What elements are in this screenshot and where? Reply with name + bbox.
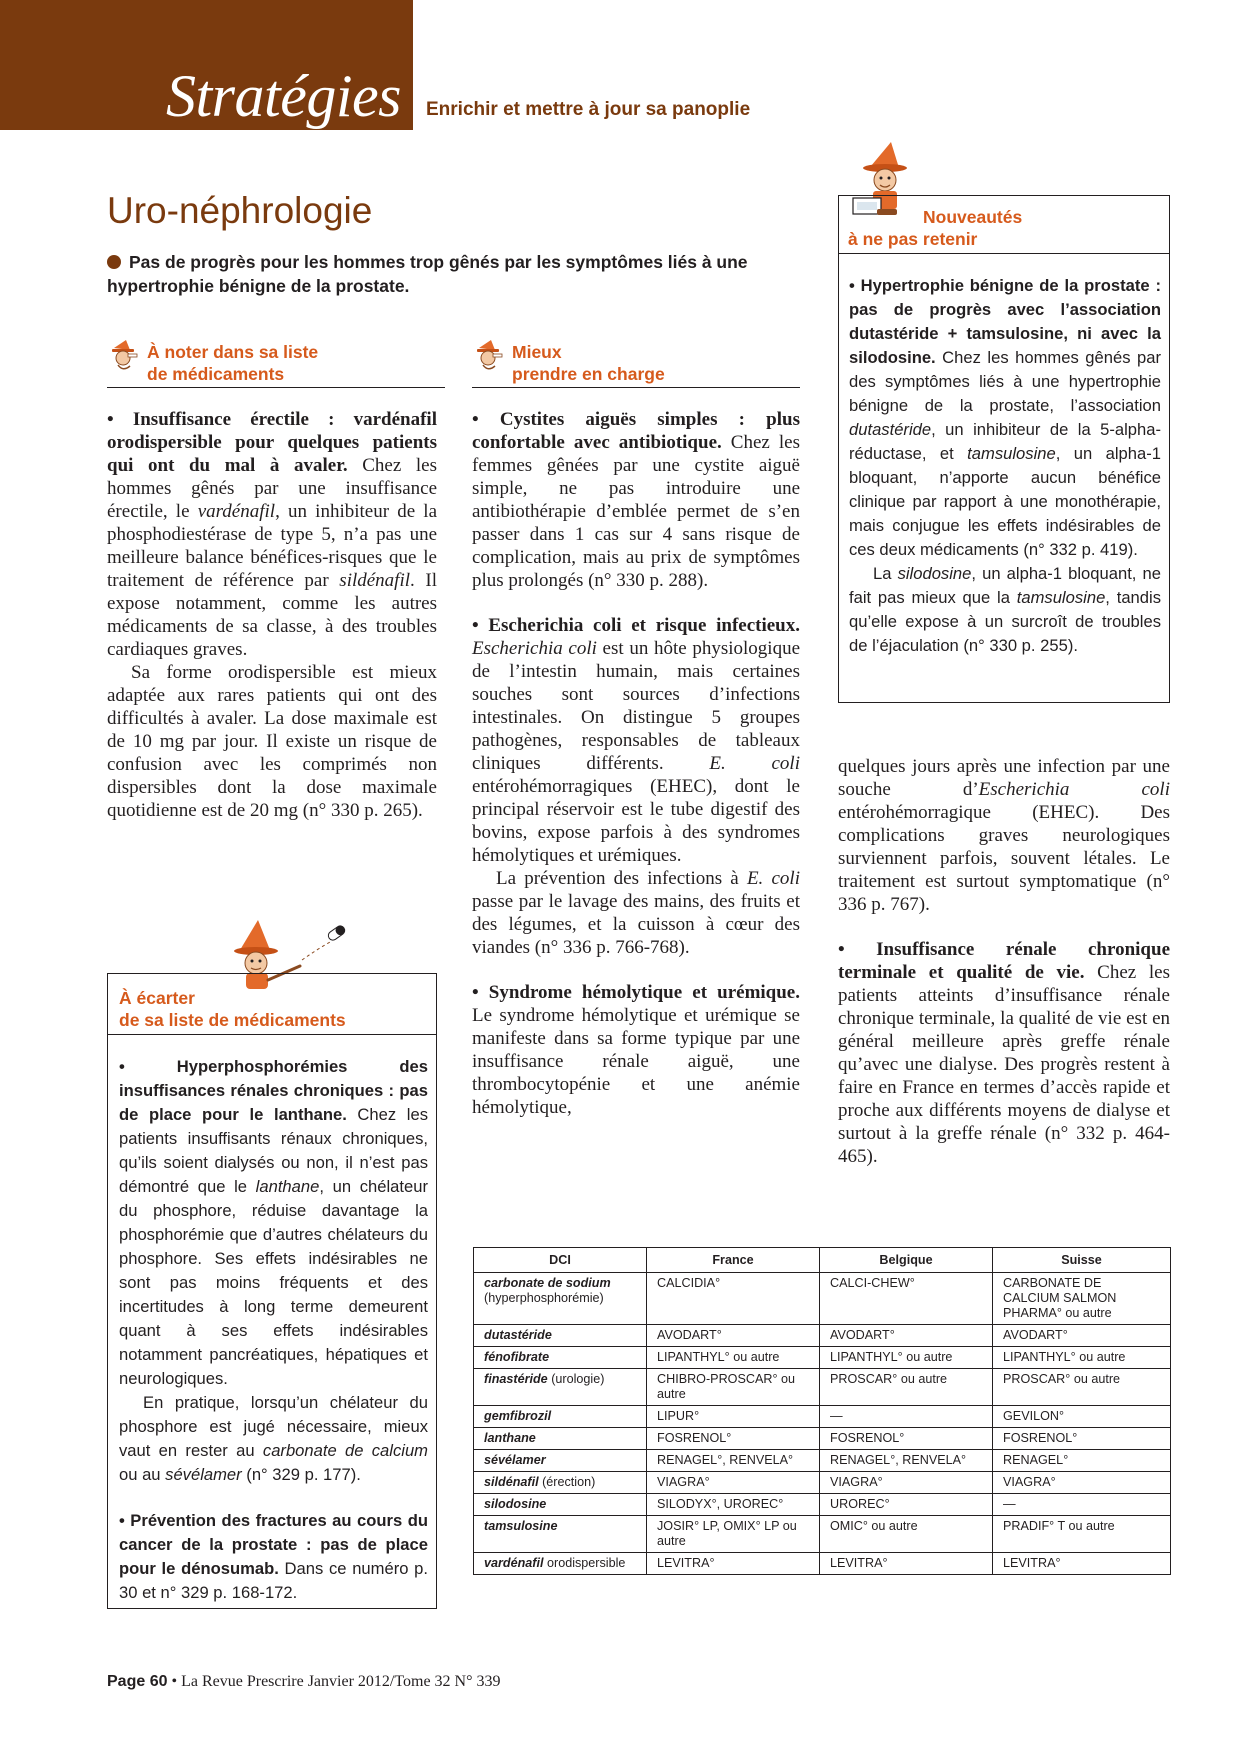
box-head-nouveautes: Nouveautés à ne pas retenir	[848, 207, 1023, 249]
table-header-cell: Suisse	[993, 1248, 1171, 1273]
brand-cell-belgique: UROREC°	[820, 1494, 993, 1516]
section-lead: Pas de progrès pour les hommes trop gênés par les symptômes liés à une hypertrophie bénigne de la prostate.	[107, 252, 748, 296]
dci-name: fénofibrate	[484, 1350, 550, 1364]
brand-cell-suisse: RENAGEL°	[993, 1450, 1171, 1472]
dci-name: finastéride	[484, 1372, 548, 1386]
paragraph: Sa forme orodispersible est mieux adaptée aux rares patients qui ont des difficultés à avaler. La dose maximale est de 10 mg par jour. Il existe un risque de confusion avec les comprimés non dispersibles dont la dose maximale quotidienne est de 20 mg (n° 330 p. 265).	[107, 662, 437, 821]
paragraph: • Hypertrophie bénigne de la prostate : pas de progrès avec l’association dutastéride + tamsulosine, ni avec la silodosine. Chez les hommes gênés par des symptômes liés à une hypertrophie bénigne de la prostate, l’association dutastéride, un inhibiteur de la 5-alpha-réductase, et tamsulosine, un alpha-1 bloquant, n’apporte aucun bénéfice clinique par rapport à une monothérapie, mais conjugue les effets indésirables de ces deux médicaments (n° 332 p. 419).	[849, 276, 1161, 559]
dci-name: sévélamer	[484, 1453, 546, 1467]
brand-cell-france: CHIBRO-PROSCAR° ou autre	[647, 1369, 820, 1406]
table-header-cell: DCI	[474, 1248, 647, 1273]
brand-cell-belgique: VIAGRA°	[820, 1472, 993, 1494]
brand-cell-belgique: OMIC° ou autre	[820, 1516, 993, 1553]
brand-cell-belgique: AVODART°	[820, 1325, 993, 1347]
paragraph: La silodosine, un alpha-1 bloquant, ne fait pas mieux que la tamsulosine, tandis qu’elle expose à un surcroît de troubles de l’éjaculation (n° 330 p. 255).	[849, 564, 1161, 655]
dci-name: tamsulosine	[484, 1519, 558, 1533]
box-head-mieux: Mieux prendre en charge	[512, 342, 665, 384]
rule-ecarter	[107, 1034, 437, 1035]
paragraph: • Syndrome hémolytique et urémique. Le syndrome hémolytique et urémique se manifeste dans sa forme typique par une insuffisance rénale aiguë, une thrombocytopénie et une anémie hémolytique,	[472, 982, 800, 1118]
table-body	[474, 1273, 1171, 1575]
dci-cell	[474, 1406, 647, 1428]
table-row	[474, 1553, 1171, 1575]
brand-cell-france: LIPANTHYL° ou autre	[647, 1347, 820, 1369]
dci-note: (érection)	[538, 1475, 596, 1489]
brand-cell-france: FOSRENOL°	[647, 1428, 820, 1450]
brand-cell-france: CALCIDIA°	[647, 1273, 820, 1325]
box-head-noter: À noter dans sa liste de médicaments	[147, 342, 319, 384]
brand-cell-suisse: PROSCAR° ou autre	[993, 1369, 1171, 1406]
table-row	[474, 1406, 1171, 1428]
mascot-small-icon	[473, 338, 503, 374]
paragraph: • Insuffisance érectile : vardénafil orodispersible pour quelques patients qui ont du mal à avaler. Chez les hommes gênés par une insuffisance érectile, le vardénafil, un inhibiteur de la phosphodiestérase de type 5, n’a pas une meilleure balance bénéfices-risques que le traitement de référence par sildénafil. Il expose notamment, comme les autres médicaments de sa classe, à des troubles cardiaques graves.	[107, 409, 437, 660]
table-row	[474, 1325, 1171, 1347]
dci-cell	[474, 1472, 647, 1494]
dci-cell	[474, 1516, 647, 1553]
dci-name: dutastéride	[484, 1328, 552, 1342]
table-row	[474, 1450, 1171, 1472]
dci-name: vardénafil	[484, 1556, 544, 1570]
dci-name: silodosine	[484, 1497, 547, 1511]
brand-cell-suisse: AVODART°	[993, 1325, 1171, 1347]
brand-cell-france: VIAGRA°	[647, 1472, 820, 1494]
table-row	[474, 1273, 1171, 1325]
column-2	[472, 408, 800, 1119]
table-header-row	[474, 1248, 1171, 1273]
dci-note: orodispersible	[543, 1556, 626, 1570]
page-number: Page 60	[107, 1673, 168, 1690]
brand-cell-suisse: FOSRENOL°	[993, 1428, 1171, 1450]
brand-cell-belgique: PROSCAR° ou autre	[820, 1369, 993, 1406]
brand-cell-france: SILODYX°, UROREC°	[647, 1494, 820, 1516]
paragraph: • Prévention des fractures au cours du cancer de la prostate : pas de place pour le dénosumab. Dans ce numéro p. 30 et n° 329 p. 168-172.	[119, 1511, 428, 1602]
brand-cell-belgique: RENAGEL°, RENVELA°	[820, 1450, 993, 1472]
brand-cell-belgique: FOSRENOL°	[820, 1428, 993, 1450]
column-3	[838, 755, 1170, 1168]
brand-cell-suisse: LEVITRA°	[993, 1553, 1171, 1575]
paragraph: En pratique, lorsqu’un chélateur du phosphore est jugé nécessaire, mieux vaut en rester au carbonate de calcium ou au sévélamer (n° 329 p. 177).	[119, 1393, 428, 1484]
brand-cell-suisse: GEVILON°	[993, 1406, 1171, 1428]
bullet-dot-icon	[107, 255, 121, 269]
dci-cell	[474, 1347, 647, 1369]
table-row	[474, 1369, 1171, 1406]
brand-cell-suisse: LIPANTHYL° ou autre	[993, 1347, 1171, 1369]
table-row	[474, 1472, 1171, 1494]
box-head-ecarter: À écarter de sa liste de médicaments	[119, 988, 346, 1030]
brand-cell-belgique: —	[820, 1406, 993, 1428]
rule-nouveautes	[838, 253, 1170, 254]
dci-name: carbonate de sodium	[484, 1276, 611, 1290]
brand-cell-france: JOSIR° LP, OMIX° LP ou autre	[647, 1516, 820, 1553]
column-1	[107, 408, 437, 822]
ecarter-text	[119, 1055, 428, 1605]
brand-cell-france: LEVITRA°	[647, 1553, 820, 1575]
table-row	[474, 1516, 1171, 1553]
brand-cell-belgique: LIPANTHYL° ou autre	[820, 1347, 993, 1369]
header-title: Stratégies	[166, 63, 401, 129]
dci-name: gemfibrozil	[484, 1409, 552, 1423]
paragraph: • Insuffisance rénale chronique terminale et qualité de vie. Chez les patients atteints d’insuffisance rénale chronique terminale, la qualité de vie est en général meilleure après greffe rénale qu’avec une dialyse. Des progrès restent à faire en France en termes d’accès rapide et proche aux différents moyens de dialyse et surtout à la greffe rénale (n° 332 p. 464-465).	[838, 939, 1170, 1167]
dci-cell	[474, 1428, 647, 1450]
dci-cell	[474, 1369, 647, 1406]
dci-cell	[474, 1273, 647, 1325]
table-row	[474, 1494, 1171, 1516]
table-row	[474, 1428, 1171, 1450]
brand-cell-belgique: CALCI-CHEW°	[820, 1273, 993, 1325]
brand-cell-france: LIPUR°	[647, 1406, 820, 1428]
brand-cell-suisse: PRADIF° T ou autre	[993, 1516, 1171, 1553]
dci-name: lanthane	[484, 1431, 536, 1445]
dci-note: (urologie)	[547, 1372, 605, 1386]
section-title: Uro-néphrologie	[107, 190, 373, 231]
paragraph: • Cystites aiguës simples : plus confortable avec antibiotique. Chez les femmes gênées par une cystite aiguë simple, ne pas introduire une antibiothérapie d’emblée permet de s’en passer dans 1 cas sur 4 sans risque de complication, mais au prix de symptômes plus prolongés (n° 330 p. 288).	[472, 409, 800, 591]
mascot-small-icon	[108, 338, 138, 374]
page-footer	[107, 1673, 501, 1691]
brand-cell-suisse: VIAGRA°	[993, 1472, 1171, 1494]
journal-ref: • La Revue Prescrire Janvier 2012/Tome 32 N° 339	[167, 1673, 501, 1690]
brand-cell-france: AVODART°	[647, 1325, 820, 1347]
nouveautes-text	[849, 274, 1161, 658]
paragraph: La prévention des infections à E. coli passe par le lavage des mains, des fruits et des légumes, et la cuisson à cœur des viandes (n° 336 p. 766-768).	[472, 868, 800, 958]
dci-cell	[474, 1450, 647, 1472]
dci-cell	[474, 1494, 647, 1516]
brand-cell-suisse: CARBONATE DE CALCIUM SALMON PHARMA° ou autre	[993, 1273, 1171, 1325]
table-header-cell: Belgique	[820, 1248, 993, 1273]
dci-cell	[474, 1553, 647, 1575]
dci-cell	[474, 1325, 647, 1347]
brand-cell-suisse: —	[993, 1494, 1171, 1516]
brand-cell-belgique: LEVITRA°	[820, 1553, 993, 1575]
dci-name: sildénafil	[484, 1475, 539, 1489]
dci-note: (hyperphosphorémie)	[484, 1291, 604, 1305]
paragraph: • Hyperphosphorémies des insuffisances rénales chroniques : pas de place pour le lanthane. Chez les patients insuffisants rénaux chroniques, qu’ils soient dialysés ou non, il n’est pas démontré que le lanthane, un chélateur du phosphore, réduise davantage la phosphorémie que d’autres chélateurs du phosphore. Ses effets indésirables ne sont pas moins fréquents et des incertitudes à long terme demeurent quant à ses effets indésirables notamment pancréatiques, hépatiques et neurologiques.	[119, 1057, 428, 1388]
rule-noter	[107, 387, 445, 388]
paragraph: quelques jours après une infection par une souche d’Escherichia coli entérohémorragique (EHEC). Des complications graves neurologiques surviennent parfois, souvent létales. Le traitement est surtout symptomatique (n° 336 p. 767).	[838, 756, 1170, 915]
header-subtitle: Enrichir et mettre à jour sa panoplie	[426, 99, 751, 120]
rule-mieux	[472, 387, 800, 388]
table-row	[474, 1347, 1171, 1369]
table-header-cell: France	[647, 1248, 820, 1273]
paragraph: • Escherichia coli et risque infectieux. Escherichia coli est un hôte physiologique de l’intestin humain, mais certaines souches sont sources d’infections intestinales. On distingue 5 groupes pathogènes, responsables de tableaux cliniques différents. E. coli entérohémorragiques (EHEC), dont le principal réservoir est le tube digestif des bovins, expose parfois à des syndromes hémolytiques et urémiques.	[472, 615, 801, 866]
dci-table	[473, 1247, 1171, 1575]
brand-cell-france: RENAGEL°, RENVELA°	[647, 1450, 820, 1472]
